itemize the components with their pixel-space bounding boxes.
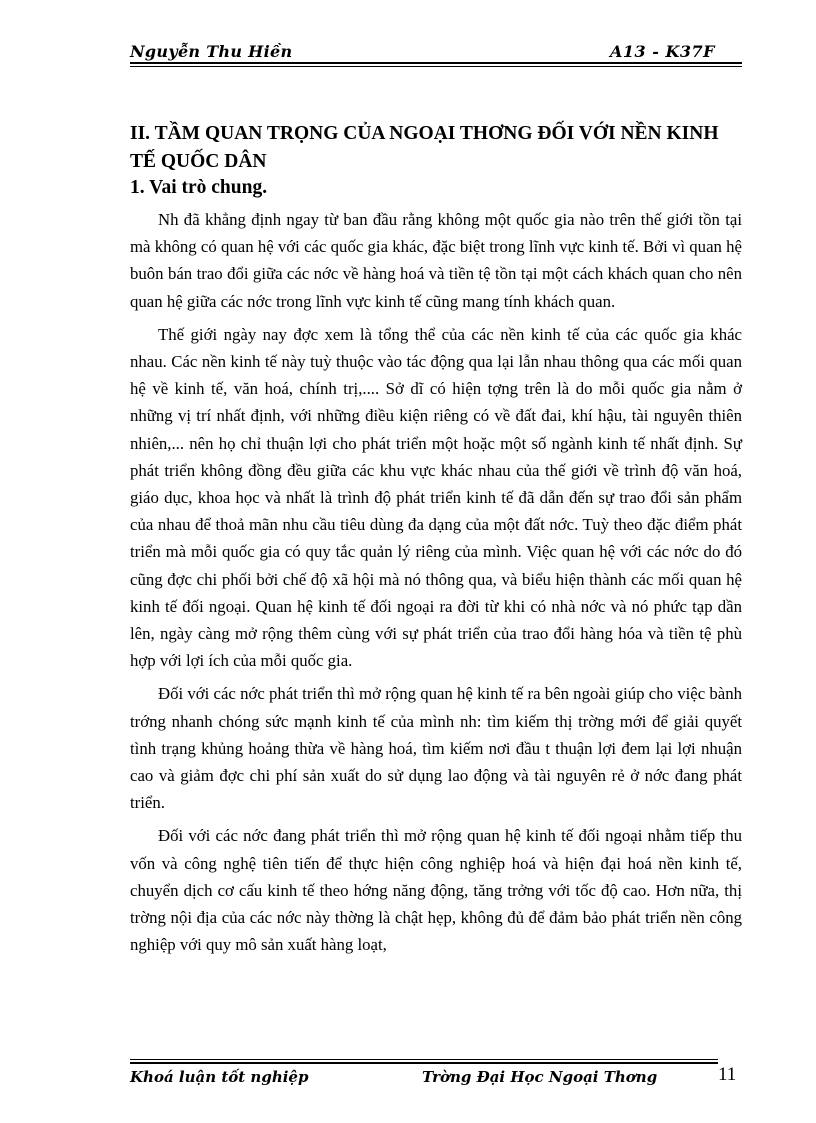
page-number: 11 (718, 1064, 737, 1085)
header-author: Nguyễn Thu Hiền (130, 42, 293, 61)
section-heading: II. TẦM QUAN TRỌNG CỦA NGOẠI THƠNG ĐỐI VỚI NỀN KINH TẾ QUỐC DÂN (130, 123, 719, 172)
footer-thesis-label: Khoá luận tốt nghiệp (130, 1068, 309, 1086)
paragraph: Đối với các nớc đang phát triển thì mở rộng quan hệ kinh tế đối ngoại nhằm tiếp thu vốn và công nghệ tiên tiến để thực hiện công nghiệp hoá và hiện đại hoá nền kinh tế, chuyển dịch cơ cấu kinh tế theo hớng năng động, tăng trởng với tốc độ cao. Hơn nữa, thị trờng nội địa của các nớc này thờng là chật hẹp, không đủ để đảm bảo phát triển nền công nghiệp với quy mô sản xuất hàng loạt, (130, 826, 742, 955)
footer-rule-thin (130, 1059, 718, 1060)
header-class-code: A13 - K37F (610, 42, 715, 61)
paragraph: Đối với các nớc phát triển thì mở rộng quan hệ kinh tế ra bên ngoài giúp cho việc bành trớng nhanh chóng sức mạnh kinh tế của mình nh: tìm kiếm thị trờng mới để giải quyết tình trạng khủng hoảng thừa về hàng hoá, tìm kiếm nơi đầu t thuận lợi đem lại lợi nhuận cao và giảm đợc chi phí sản xuất do sử dụng lao động và tài nguyên rẻ ở nớc đang phát triển. (130, 684, 742, 813)
footer-rule-thick (130, 1062, 718, 1064)
header-rule-thick (130, 62, 742, 64)
body-text (130, 206, 742, 964)
section-subheading: 1. Vai trò chung. (130, 177, 268, 198)
paragraph: Nh đã khẳng định ngay từ ban đầu rằng không một quốc gia nào trên thế giới tồn tại mà không có quan hệ với các quốc gia khác, đặc biệt trong lĩnh vực kinh tế. Bởi vì quan hệ buôn bán trao đổi giữa các nớc về hàng hoá và tiền tệ tồn tại một cách khách quan cho nên quan hệ giữa các nớc trong lĩnh vực kinh tế cũng mang tính khách quan. (130, 210, 742, 311)
header-rule-thin (130, 66, 742, 67)
footer-university: Trờng Đại Học Ngoại Thơng (422, 1068, 658, 1086)
paragraph: Thế giới ngày nay đợc xem là tổng thể của các nền kinh tế của các quốc gia khác nhau. Các nền kinh tế này tuỳ thuộc vào tác động qua lại lẫn nhau thông qua các mối quan hệ về kinh tế, văn hoá, chính trị,.... Sở dĩ có hiện tợng trên là do mỗi quốc gia nằm ở những vị trí nhất định, với những điều kiện riêng có về đất đai, khí hậu, tài nguyên thiên nhiên,... nên họ chỉ thuận lợi cho phát triển một hoặc một số ngành kinh tế nhất định. Sự phát triển không đồng đều giữa các khu vực khác nhau của thế giới về trình độ văn hoá, giáo dục, khoa học và nhất là trình độ phát triển kinh tế đã dẫn đến sự trao đổi sản phẩm của nhau để thoả mãn nhu cầu tiêu dùng đa dạng của một đất nớc. Tuỳ theo đặc điểm phát triển mà mỗi quốc gia có quy tắc quản lý riêng của mình. Việc quan hệ với các nớc do đó cũng đợc chi phối bởi chế độ xã hội mà nó thông qua, và biểu hiện thành các mối quan hệ kinh tế đối ngoại. Quan hệ kinh tế đối ngoại ra đời từ khi có nhà nớc và nó phức tạp dần lên, ngày càng mở rộng thêm cùng với sự phát triển của trao đổi hàng hóa và tiền tệ phù hợp với lợi ích của mỗi quốc gia. (130, 324, 742, 671)
